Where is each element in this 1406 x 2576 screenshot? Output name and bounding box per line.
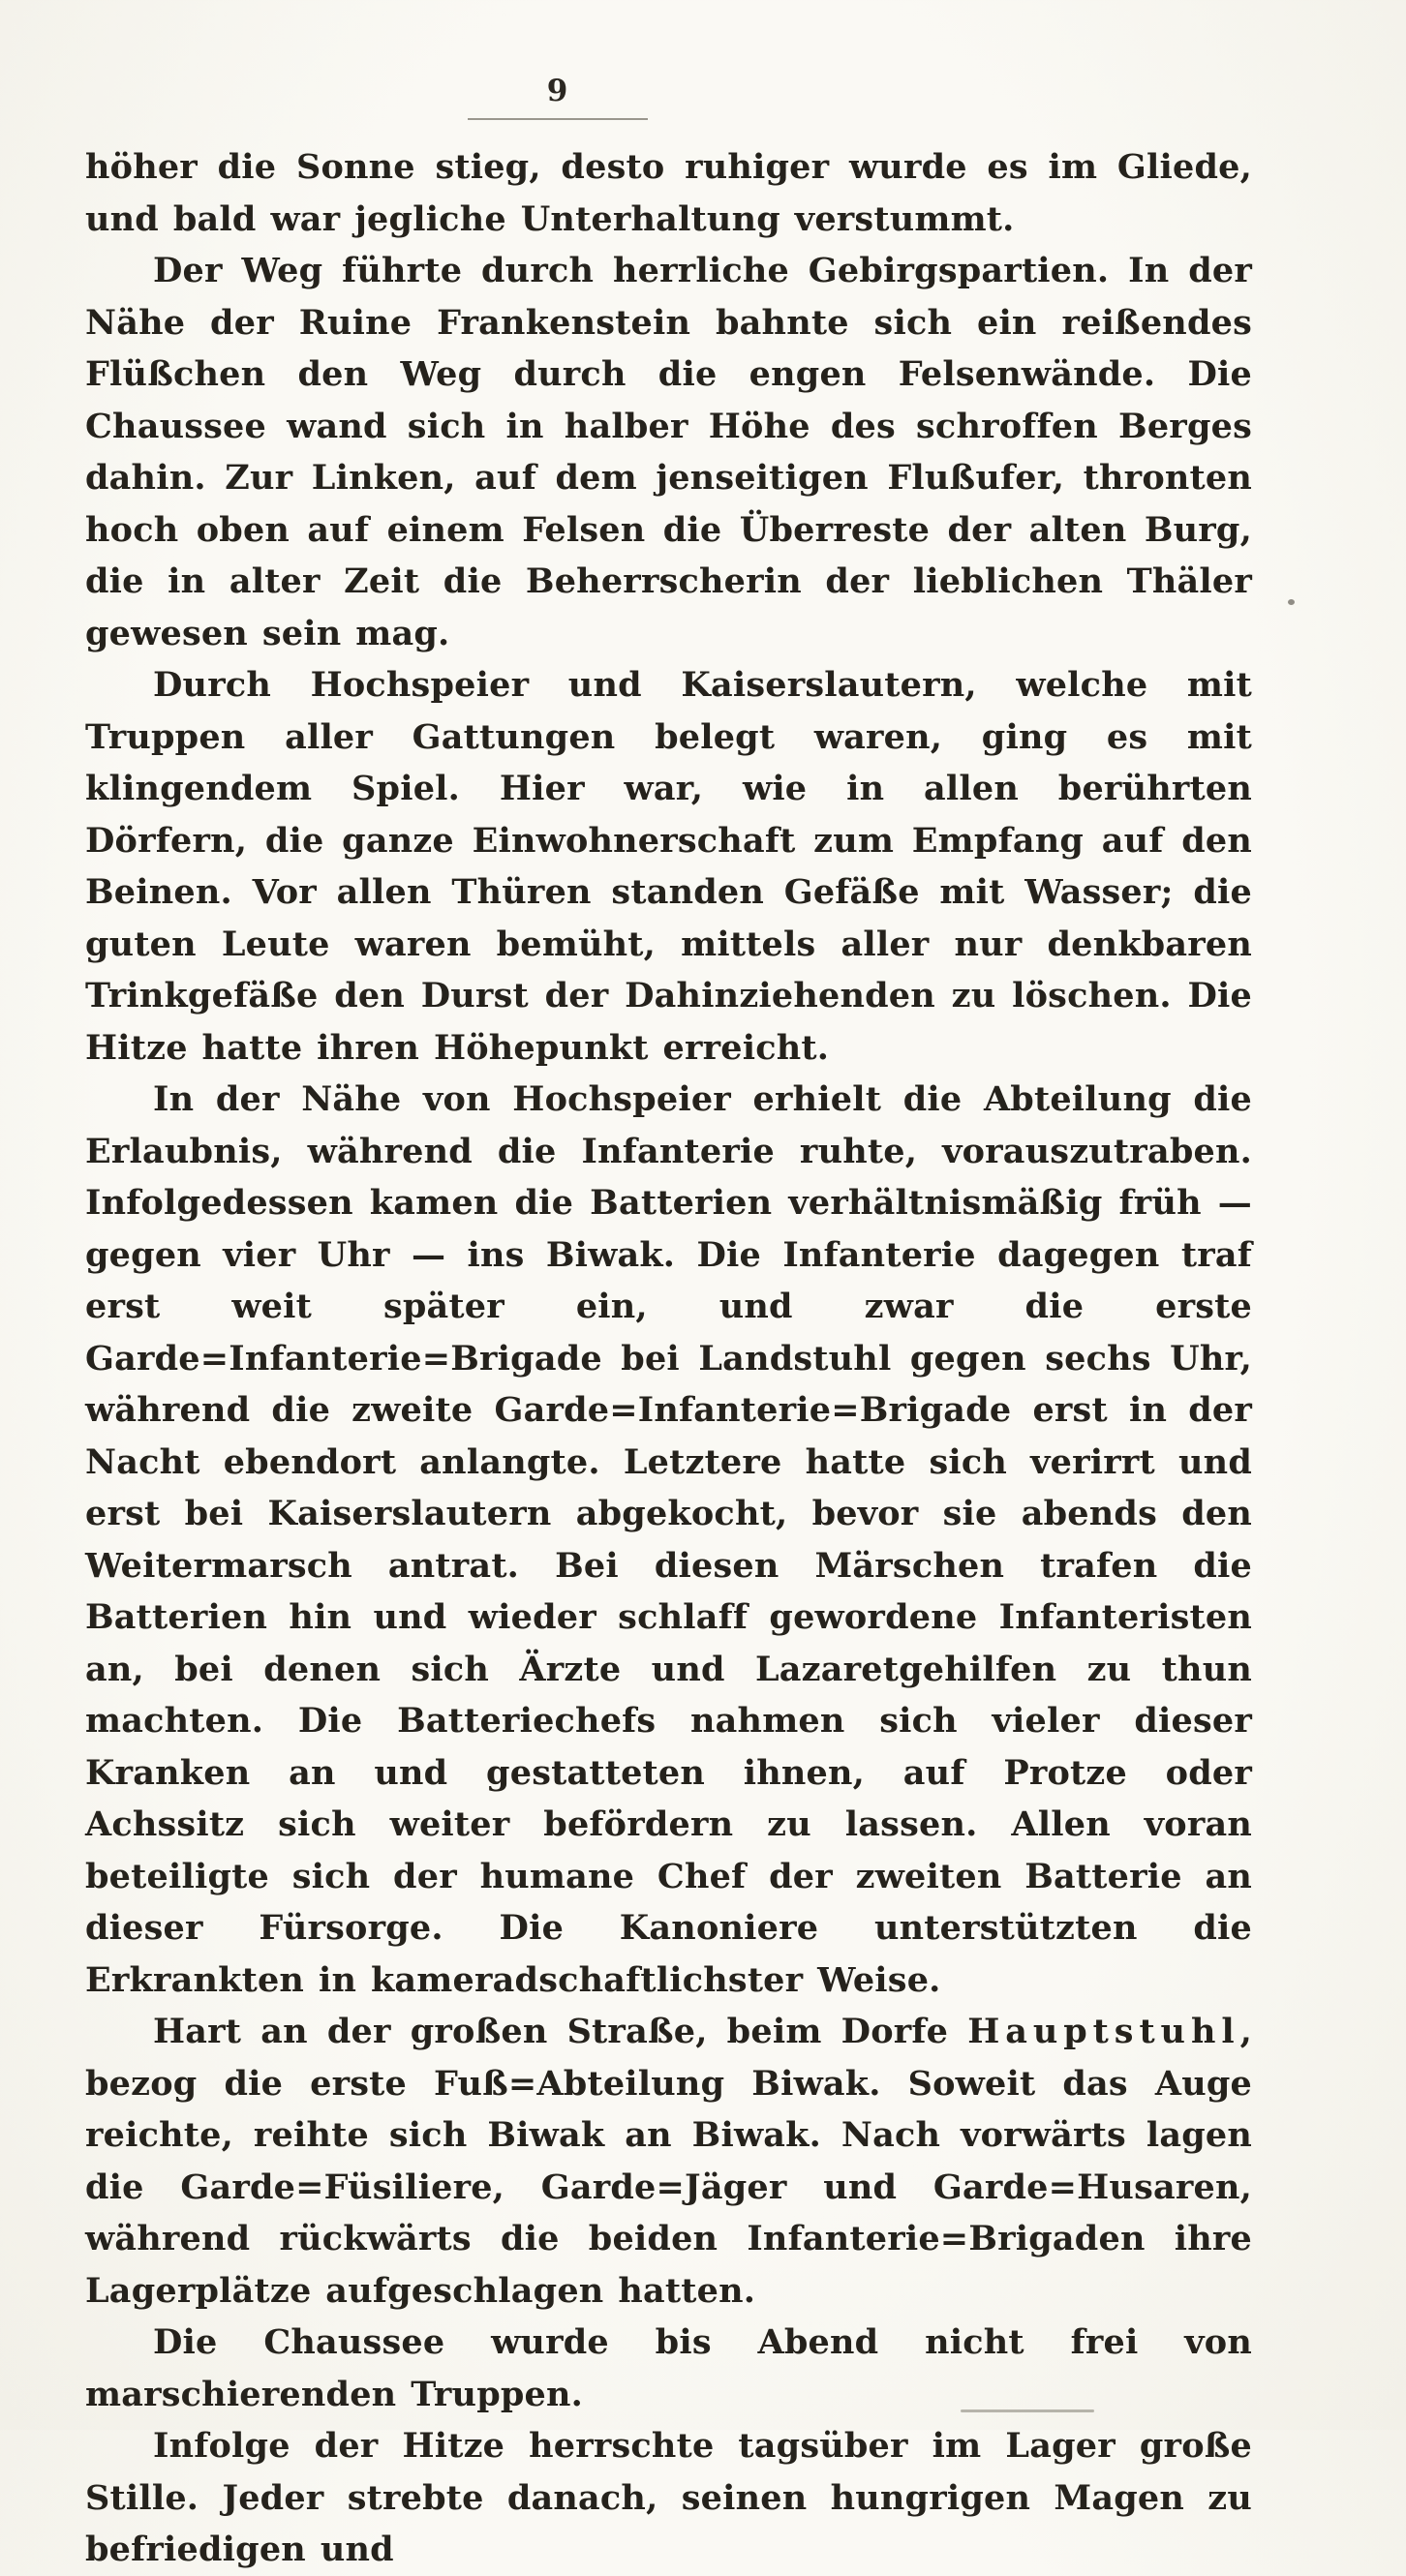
paragraph-continuation: höher die Sonne stieg, desto ruhiger wurde es im Gliede, und bald war jegliche Unterhaltung verstummt. xyxy=(85,147,1252,239)
paragraph-text: , bezog die erste Fuß=Abteilung Biwak. Soweit das Auge reichte, reihte sich Biwak an Biwak. Nach vorwärts lagen die Garde=Füsiliere, Garde=Jäger und Garde=Husaren, während rückwärts die beiden Infanterie=Brigaden ihre Lagerplätze aufgeschlagen hatten. xyxy=(85,2012,1252,2311)
page-number-rule xyxy=(468,118,648,120)
page-number: 9 xyxy=(546,74,569,108)
paragraph: Die Chaussee wurde bis Abend nicht frei von marschierenden Truppen. xyxy=(85,2322,1252,2414)
page-header xyxy=(468,74,648,120)
paragraph: Infolge der Hitze herrschte tagsüber im Lager große Stille. Jeder strebte danach, seinen hungrigen Magen zu befriedigen und xyxy=(85,2426,1252,2569)
scan-artifact-line xyxy=(961,2409,1094,2412)
emphasized-place-name: Hauptstuhl xyxy=(967,2012,1240,2051)
paragraph: In der Nähe von Hochspeier erhielt die Abteilung die Erlaubnis, während die Infanterie ruhte, vorauszutraben. Infolgedessen kamen die Batterien verhältnismäßig früh — gegen vier Uhr — ins Biwak. Die Infanterie dagegen traf erst weit später ein, und zwar die erste Garde=Infanterie=Brigade bei Landstuhl gegen sechs Uhr, während die zweite Garde=Infanterie=Brigade erst in der Nacht ebendort anlangte. Letztere hatte sich verirrt und erst bei Kaiserslautern abgekocht, bevor sie abends den Weitermarsch antrat. Bei diesen Märschen trafen die Batterien hin und wieder schlaff gewordene Infanteristen an, bei denen sich Ärzte und Lazaretgehilfen zu thun machten. Die Batteriechefs nahmen sich vieler dieser Kranken an und gestatteten ihnen, auf Protze oder Achssitz sich weiter befördern zu lassen. Allen voran beteiligte sich der humane Chef der zweiten Batterie an dieser Fürsorge. Die Kanoniere unterstützten die Erkrankten in kameradschaftlichster Weise. xyxy=(85,1079,1252,2000)
paragraph: Der Weg führte durch herrliche Gebirgspartien. In der Nähe der Ruine Frankenstein bahnte sich ein reißendes Flüßchen den Weg durch die engen Felsenwände. Die Chaussee wand sich in halber Höhe des schroffen Berges dahin. Zur Linken, auf dem jenseitigen Flußufer, thronten hoch oben auf einem Felsen die Überreste der alten Burg, die in alter Zeit die Beherrscherin der lieblichen Thäler gewesen sein mag. xyxy=(85,251,1252,653)
scan-speck xyxy=(1288,599,1295,605)
paragraph: Durch Hochspeier und Kaiserslautern, welche mit Truppen aller Gattungen belegt waren, ging es mit klingendem Spiel. Hier war, wie in allen berührten Dörfern, die ganze Einwohnerschaft zum Empfang auf den Beinen. Vor allen Thüren standen Gefäße mit Wasser; die guten Leute waren bemüht, mittels aller nur denkbaren Trinkgefäße den Durst der Dahinziehenden zu löschen. Die Hitze hatte ihren Höhepunkt erreicht. xyxy=(85,665,1252,1068)
paragraph-text: Hart an der großen Straße, beim Dorfe xyxy=(153,2012,968,2051)
body-text xyxy=(85,141,1252,2576)
paragraph xyxy=(85,2006,1252,2317)
